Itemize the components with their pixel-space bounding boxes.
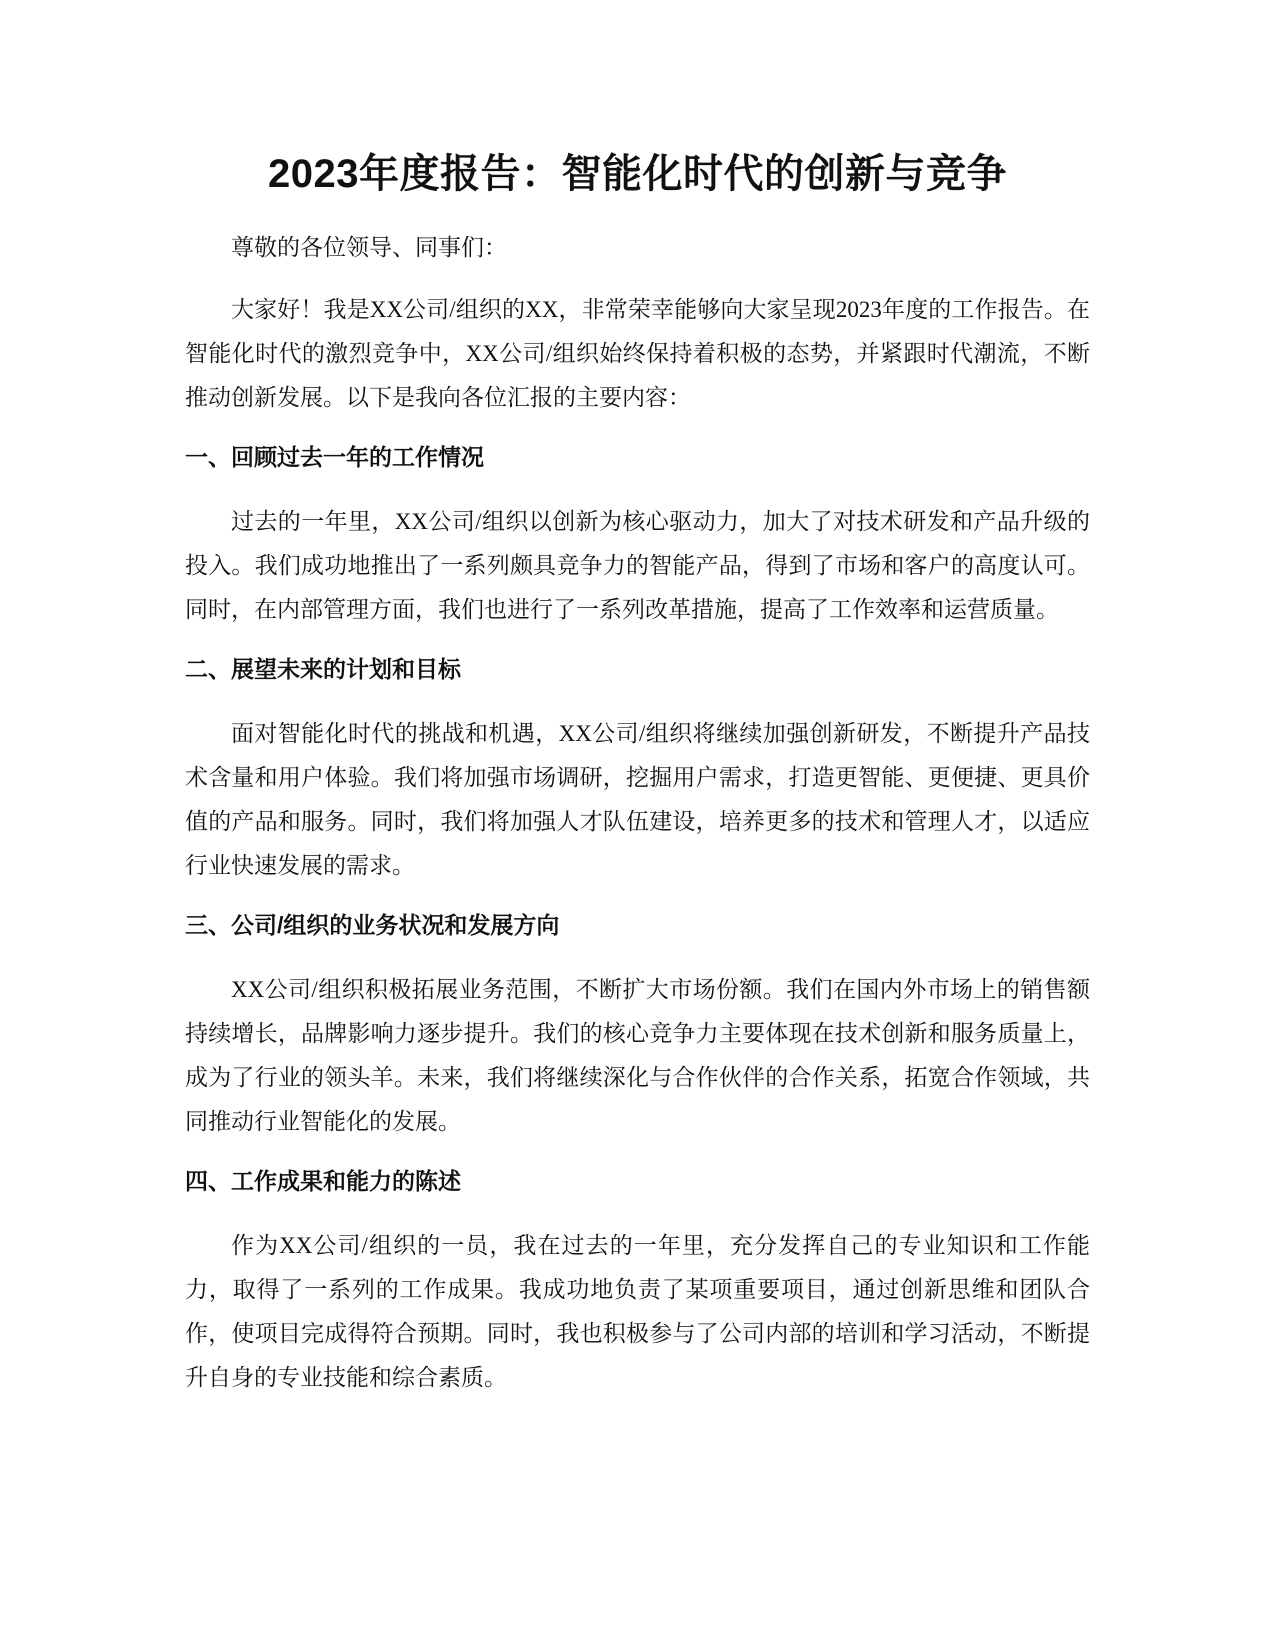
section-heading-business: 三、公司/组织的业务状况和发展方向 bbox=[185, 912, 560, 938]
section-body-outlook: 面对智能化时代的挑战和机遇，XX公司/组织将继续加强创新研发，不断提升产品技术含量和用户体验。我们将加强市场调研，挖掘用户需求，打造更智能、更便捷、更具价值的产品和服务。同时，我们将加强人才队伍建设，培养更多的技术和管理人才，以适应行业快速发展的需求。 bbox=[185, 721, 1090, 878]
document-body bbox=[185, 146, 1090, 1418]
section-body-achievements: 作为XX公司/组织的一员，我在过去的一年里，充分发挥自己的专业知识和工作能力，取得了一系列的工作成果。我成功地负责了某项重要项目，通过创新思维和团队合作，使项目完成得符合预期。同时，我也积极参与了公司内部的培训和学习活动，不断提升自身的专业技能和综合素质。 bbox=[185, 1233, 1090, 1390]
document-title: 2023年度报告：智能化时代的创新与竞争 bbox=[268, 152, 1007, 196]
intro-paragraph: 大家好！我是XX公司/组织的XX，非常荣幸能够向大家呈现2023年度的工作报告。在智能化时代的激烈竞争中，XX公司/组织始终保持着积极的态势，并紧跟时代潮流，不断推动创新发展。以下是我向各位汇报的主要内容： bbox=[185, 297, 1090, 410]
section-heading-outlook: 二、展望未来的计划和目标 bbox=[185, 656, 461, 682]
salutation: 尊敬的各位领导、同事们： bbox=[231, 235, 507, 260]
section-heading-achievements: 四、工作成果和能力的陈述 bbox=[185, 1168, 461, 1194]
section-heading-review: 一、回顾过去一年的工作情况 bbox=[185, 444, 484, 470]
section-body-business: XX公司/组织积极拓展业务范围，不断扩大市场份额。我们在国内外市场上的销售额持续增长，品牌影响力逐步提升。我们的核心竞争力主要体现在技术创新和服务质量上，成为了行业的领头羊。未来，我们将继续深化与合作伙伴的合作关系，拓宽合作领域，共同推动行业智能化的发展。 bbox=[185, 977, 1090, 1134]
section-body-review: 过去的一年里，XX公司/组织以创新为核心驱动力，加大了对技术研发和产品升级的投入。我们成功地推出了一系列颇具竞争力的智能产品，得到了市场和客户的高度认可。同时，在内部管理方面，我们也进行了一系列改革措施，提高了工作效率和运营质量。 bbox=[185, 509, 1090, 622]
